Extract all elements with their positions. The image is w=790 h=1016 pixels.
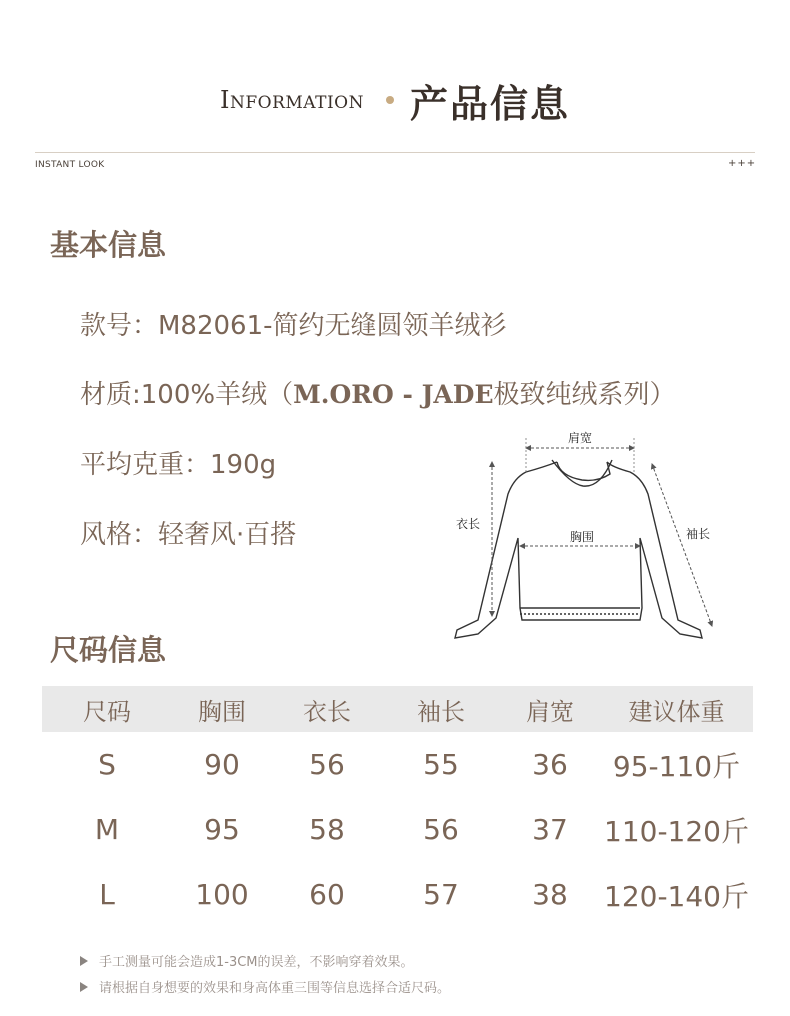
triangle-bullet-icon (80, 982, 88, 992)
table-cell: 56 (309, 748, 345, 781)
table-row (42, 862, 753, 927)
header-dot (386, 96, 394, 104)
sleeve-label: 袖长 (686, 527, 711, 541)
table-row (42, 732, 753, 797)
material-prefix: 材质:100%羊绒（ (80, 380, 294, 410)
table-cell: 120-140斤 (604, 879, 749, 913)
size-table (42, 686, 753, 927)
shoulder-label: 肩宽 (567, 431, 593, 445)
size-table-header (42, 686, 753, 732)
table-cell: 37 (532, 813, 568, 846)
divider-line (35, 152, 755, 153)
table-cell: L (99, 878, 115, 911)
note-text: 手工测量可能会造成1-3CM的误差，不影响穿着效果。 (99, 955, 414, 970)
table-cell: 56 (423, 813, 459, 846)
table-cell: 95 (204, 813, 240, 846)
sleeve-arrow (652, 464, 712, 626)
header-cell: 袖长 (417, 697, 465, 726)
instant-look-label: INSTANT LOOK (35, 160, 105, 170)
table-cell: 55 (423, 748, 459, 781)
header-title-cn: 产品信息 (410, 81, 571, 126)
table-cell: 95-110斤 (612, 749, 741, 783)
table-cell: M (94, 813, 120, 846)
table-cell: 110-120斤 (604, 814, 749, 848)
material-line (80, 374, 676, 411)
style-line: 风格：轻奢风·百搭 (80, 520, 297, 550)
size-info-title: 尺码信息 (50, 633, 167, 667)
table-cell: 57 (423, 878, 459, 911)
table-cell: 38 (532, 878, 568, 911)
table-row (42, 797, 753, 862)
sweater-measurement-diagram (440, 420, 760, 650)
model-number: 款号：M82061-简约无缝圆领羊绒衫 (80, 311, 507, 341)
table-cell: 100 (195, 878, 249, 911)
header-cell: 衣长 (303, 697, 351, 726)
material-suffix: 极致纯绒系列） (493, 380, 676, 410)
length-label: 衣长 (456, 517, 481, 531)
note-text: 请根据自身想要的效果和身高体重三围等信息选择合适尺码。 (99, 981, 451, 996)
header-cell: 肩宽 (526, 697, 574, 726)
note-item (80, 977, 450, 996)
basic-info-title: 基本信息 (50, 228, 167, 262)
page-header (0, 70, 790, 130)
chest-label: 胸围 (569, 530, 595, 544)
header-cell: 尺码 (83, 697, 131, 726)
table-cell: 58 (309, 813, 345, 846)
table-cell: 36 (532, 748, 568, 781)
triangle-bullet-icon (80, 956, 88, 966)
plus-marks: +++ (728, 158, 757, 169)
table-cell: 60 (309, 878, 345, 911)
material-brand: M.ORO - JADE (293, 380, 494, 409)
table-cell: 90 (204, 748, 240, 781)
note-item (80, 951, 414, 970)
header-cell: 胸围 (198, 697, 246, 726)
header-title-en: Information (219, 86, 364, 114)
header-cell: 建议体重 (628, 697, 725, 726)
average-weight: 平均克重：190g (80, 450, 277, 480)
table-cell: S (98, 748, 116, 781)
